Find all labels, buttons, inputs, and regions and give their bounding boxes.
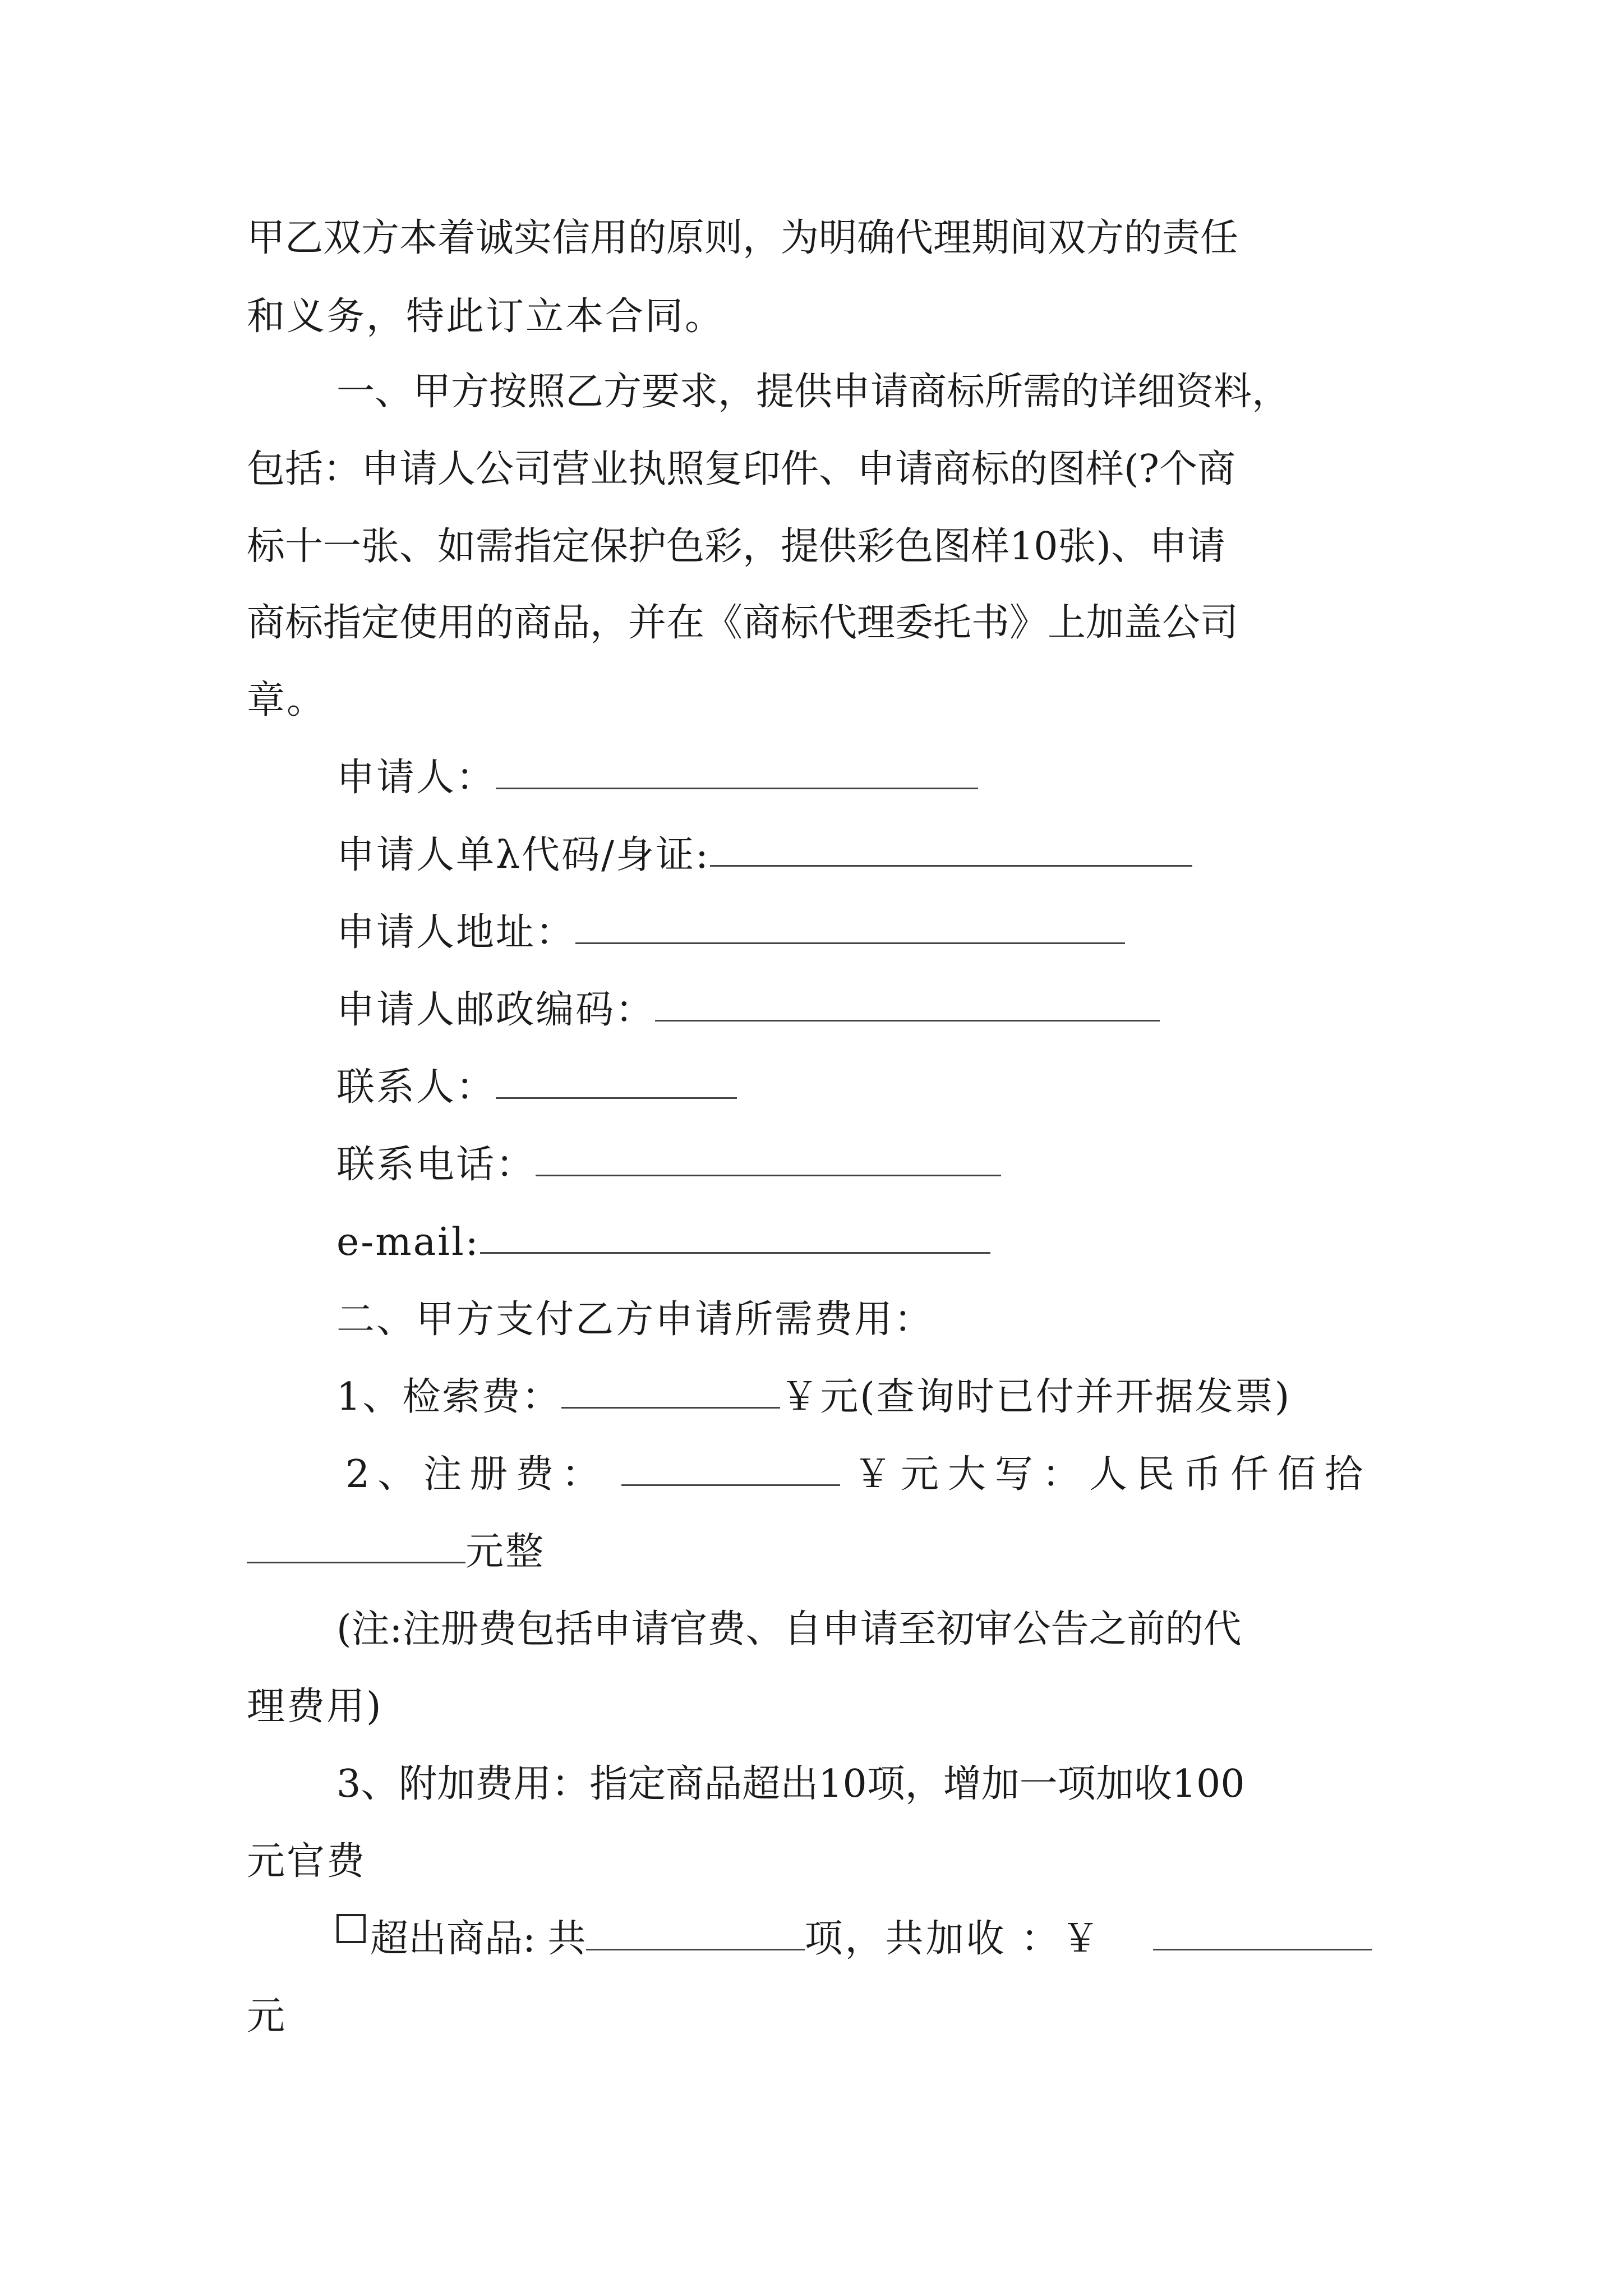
applicant-postcode-blank[interactable]: [655, 985, 1160, 1022]
extra-goods-label: 超出商品: 共: [370, 1917, 586, 1961]
email-blank[interactable]: [480, 1217, 990, 1254]
email-field: [336, 1217, 990, 1268]
contact-phone-field: [336, 1140, 1001, 1190]
note-line-2: 理费用): [247, 1685, 383, 1729]
applicant-label: 申请人：: [336, 756, 496, 800]
applicant-code-blank[interactable]: [710, 830, 1192, 867]
extra-goods-mid: 项，共加收 ：￥: [804, 1917, 1102, 1961]
fee1-suffix: ￥元(查询时已付并开据发票): [780, 1375, 1292, 1419]
contact-person-label: 联系人：: [336, 1065, 496, 1110]
clause2-title: 二、甲方支付乙方申请所需费用：: [336, 1297, 934, 1342]
contact-phone-label: 联系电话：: [336, 1143, 536, 1187]
fee2-end-line: [247, 1527, 545, 1577]
fee2-blank[interactable]: [621, 1450, 840, 1486]
fee3-line-1: 3、附加费用：指定商品超出10项，增加一项加收100: [336, 1762, 1245, 1806]
applicant-blank[interactable]: [496, 753, 978, 789]
clause1-line-3: 标十一张、如需指定保护色彩，提供彩色图样10张)、申请: [247, 524, 1226, 569]
intro-line-2: 和义务，特此订立本合同。: [247, 295, 725, 339]
email-label: e-mail:: [336, 1220, 480, 1264]
fee1-prefix: 1、检索费：: [336, 1375, 562, 1419]
fee2-line: [345, 1450, 1372, 1500]
clause1-line-2: 包括：申请人公司营业执照复印件、申请商标的图样(?个商: [247, 447, 1235, 491]
contact-person-field: [336, 1062, 737, 1113]
extra-goods-count-blank[interactable]: [586, 1914, 805, 1950]
clause1-line-4: 商标指定使用的商品，并在《商标代理委托书》上加盖公司: [247, 601, 1239, 645]
applicant-code-label: 申请人单λ代码/身证:: [336, 833, 710, 877]
applicant-code-field: [336, 830, 1192, 881]
note-line-1: (注:注册费包括申请官费、自申请至初审公告之前的代: [336, 1607, 1242, 1651]
applicant-postcode-label: 申请人邮政编码：: [336, 988, 656, 1032]
applicant-address-label: 申请人地址：: [336, 910, 576, 955]
fee1-blank[interactable]: [561, 1372, 780, 1409]
contact-phone-blank[interactable]: [536, 1140, 1001, 1176]
applicant-address-blank[interactable]: [575, 908, 1125, 944]
applicant-postcode-field: [336, 985, 1160, 1036]
extra-goods-checkbox[interactable]: [336, 1914, 366, 1943]
fee1-line: [336, 1372, 1291, 1423]
applicant-address-field: [336, 908, 1125, 958]
clause1-line-5: 章。: [247, 678, 327, 723]
extra-goods-line: [336, 1914, 1372, 1964]
fee2-end: 元整: [465, 1530, 546, 1574]
fee2-amount-words-blank[interactable]: [247, 1527, 465, 1563]
extra-goods-end: 元: [247, 1994, 287, 2039]
fee3-line-2: 元官费: [247, 1839, 367, 1884]
intro-line-1: 甲乙双方本着诚实信用的原则，为明确代理期间双方的责任: [247, 216, 1239, 260]
applicant-field: [336, 753, 978, 803]
fee2-prefix: 2、注册费：: [345, 1452, 608, 1497]
extra-goods-amount-blank[interactable]: [1153, 1914, 1372, 1950]
clause1-line-1: 一、甲方按照乙方要求，提供申请商标所需的详细资料，: [336, 370, 1290, 414]
contact-person-blank[interactable]: [496, 1062, 737, 1099]
fee2-suffix: ￥元大写：人民币仟佰拾: [853, 1452, 1372, 1497]
